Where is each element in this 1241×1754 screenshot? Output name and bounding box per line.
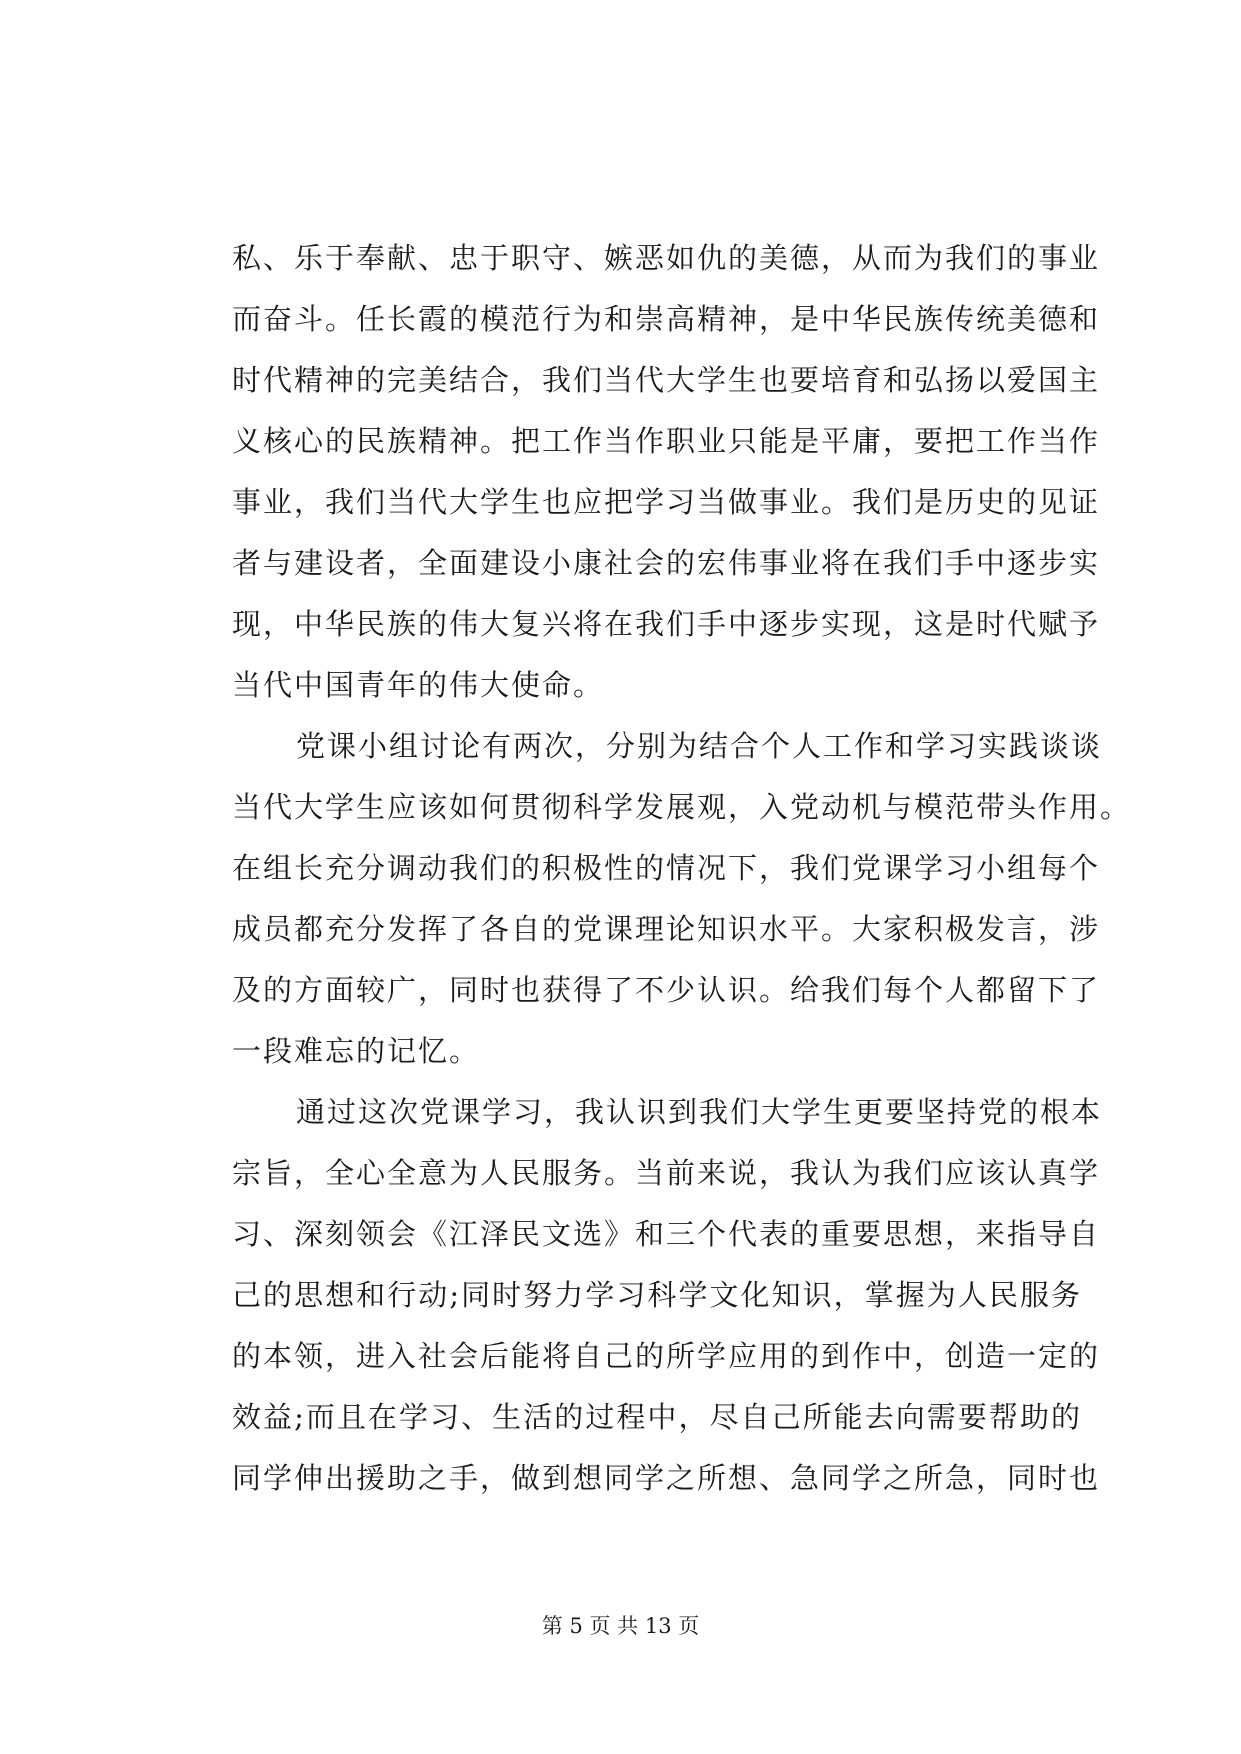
text-line: 当代中国青年的伟大使命。 (232, 668, 605, 702)
text-line: 事业，我们当代大学生也应把学习当做事业。我们是历史的见证 (232, 485, 1101, 519)
page-number-label: 第 5 页 共 13 页 (541, 1614, 700, 1638)
text-line: 效益;而且在学习、生活的过程中，尽自己所能去向需要帮助的 (232, 1400, 1082, 1434)
paragraph-1 (232, 228, 1101, 716)
text-line: 的本领，进入社会后能将自己的所学应用的到作中，创造一定的 (232, 1339, 1101, 1373)
text-line: 一段难忘的记忆。 (232, 1034, 481, 1068)
text-line: 己的思想和行动;同时努力学习科学文化知识，掌握为人民服务 (232, 1278, 1082, 1312)
text-line: 当代大学生应该如何贯彻科学发展观，入党动机与模范带头作用。 (232, 790, 1132, 824)
text-line: 通过这次党课学习，我认识到我们大学生更要坚持党的根本 (296, 1095, 1103, 1129)
text-line: 习、深刻领会《江泽民文选》和三个代表的重要思想，来指导自 (232, 1217, 1101, 1251)
paragraph-2 (232, 716, 1132, 1082)
text-line: 时代精神的完美结合，我们当代大学生也要培育和弘扬以爱国主 (232, 363, 1101, 397)
text-line: 党课小组讨论有两次，分别为结合个人工作和学习实践谈谈 (296, 729, 1103, 763)
text-line: 私、乐于奉献、忠于职守、嫉恶如仇的美德，从而为我们的事业 (232, 241, 1101, 275)
text-line: 及的方面较广，同时也获得了不少认识。给我们每个人都留下了 (232, 973, 1101, 1007)
body-text (232, 228, 1132, 1509)
page-footer (0, 1611, 1241, 1641)
text-line: 成员都充分发挥了各自的党课理论知识水平。大家积极发言，涉 (232, 912, 1101, 946)
text-line: 同学伸出援助之手，做到想同学之所想、急同学之所急，同时也 (232, 1461, 1101, 1495)
text-line: 现，中华民族的伟大复兴将在我们手中逐步实现，这是时代赋予 (232, 607, 1101, 641)
text-line: 义核心的民族精神。把工作当作职业只能是平庸，要把工作当作 (232, 424, 1101, 458)
text-line: 而奋斗。任长霞的模范行为和崇高精神，是中华民族传统美德和 (232, 302, 1101, 336)
text-line: 者与建设者，全面建设小康社会的宏伟事业将在我们手中逐步实 (232, 546, 1101, 580)
text-line: 在组长充分调动我们的积极性的情况下，我们党课学习小组每个 (232, 851, 1101, 885)
text-line: 宗旨，全心全意为人民服务。当前来说，我认为我们应该认真学 (232, 1156, 1101, 1190)
paragraph-3 (232, 1082, 1103, 1509)
